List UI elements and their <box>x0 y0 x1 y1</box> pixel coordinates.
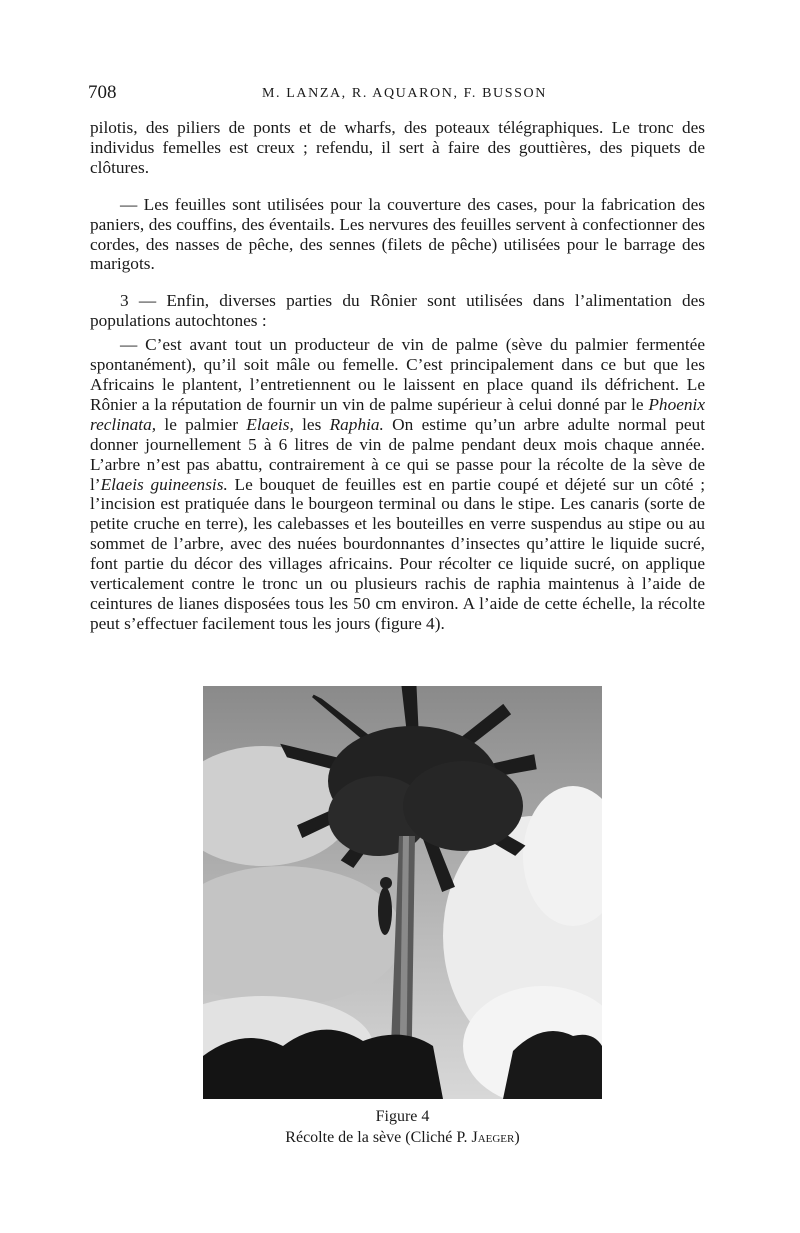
figure-caption <box>220 1129 585 1147</box>
p4-text-b: le palmier <box>156 414 247 434</box>
p4-text-e: Le bouquet de feuilles est en partie coupé et déjeté sur un côté ; l’incision est pratiquée dans le bourgeon terminal ou dans le stipe. Les canaris (sorte de petite cruche en terre), les calebasses et les bouteilles en verre suspendus au stipe ou au sommet de l’arbre, avec des nuées bourdonnantes d’insectes qu’attire le liquide sucré, font partie du décor des villages africains. Pour récolter ce liquide sucré, on applique verticalement contre le tronc un ou plusieurs rachis de raphia maintenus à l’aide de ceintures de lianes disposées tous les 50 cm environ. A l’aide de cette échelle, la récolte peut s’effectuer facilement tous les jours (figure 4). <box>90 474 705 633</box>
caption-end: ) <box>514 1129 520 1146</box>
p4-italic-elaeis: Elaeis, <box>246 414 294 434</box>
figure-label: Figure 4 <box>375 1108 430 1125</box>
running-head: M. LANZA, R. AQUARON, F. BUSSON <box>262 86 547 101</box>
page-number: 708 <box>88 82 117 103</box>
paragraph-1: pilotis, des piliers de ponts et de wharfs, des poteaux télégraphiques. Le tronc des individus femelles est creux ; refendu, il sert à faire des gouttières, des piquets de clôtures. <box>90 118 705 177</box>
p4-italic-phoenix: Phoenix reclinata, <box>90 394 705 434</box>
body-text <box>90 118 705 651</box>
p4-text-d: On estime qu’un arbre adulte normal peut donner journellement 5 à 6 litres de vin de palme pendant deux mois chaque année. L’arbre n’est pas abattu, contrairement à ce qui se passe pour la récolte de la sève de l’ <box>90 414 705 494</box>
caption-main: Récolte de la sève (Cliché P. <box>285 1129 472 1146</box>
palm-tree-photo <box>203 686 602 1099</box>
p4-italic-guineensis: Elaeis guineensis. <box>100 474 228 494</box>
caption-author: Jaeger <box>471 1129 515 1146</box>
p4-italic-raphia: Raphia. <box>329 414 384 434</box>
figure-photo <box>203 686 602 1099</box>
p4-text-a: — C’est avant tout un producteur de vin de palme (sève du palmier fermentée spontanément), qu’il soit mâle ou femelle. C’est principalement dans ce but que les Africains le plantent, l’entretiennent ou le laissent en place quand ils défrichent. Le Rônier a la réputation de fournir un vin de palme supérieur à celui donné par le <box>90 335 705 414</box>
paragraph-4 <box>90 335 705 634</box>
paragraph-3: 3 — Enfin, diverses parties du Rônier sont utilisées dans l’alimentation des populations autochtones : <box>90 291 705 331</box>
p4-text-c: les <box>293 414 330 434</box>
paragraph-2: — Les feuilles sont utilisées pour la couverture des cases, pour la fabrication des paniers, des couffins, des éventails. Les nervures des feuilles servent à confectionner des cordes, des nasses de pêche, des sennes (filets de pêche) utilisées pour le barrage des marigots. <box>90 194 705 274</box>
